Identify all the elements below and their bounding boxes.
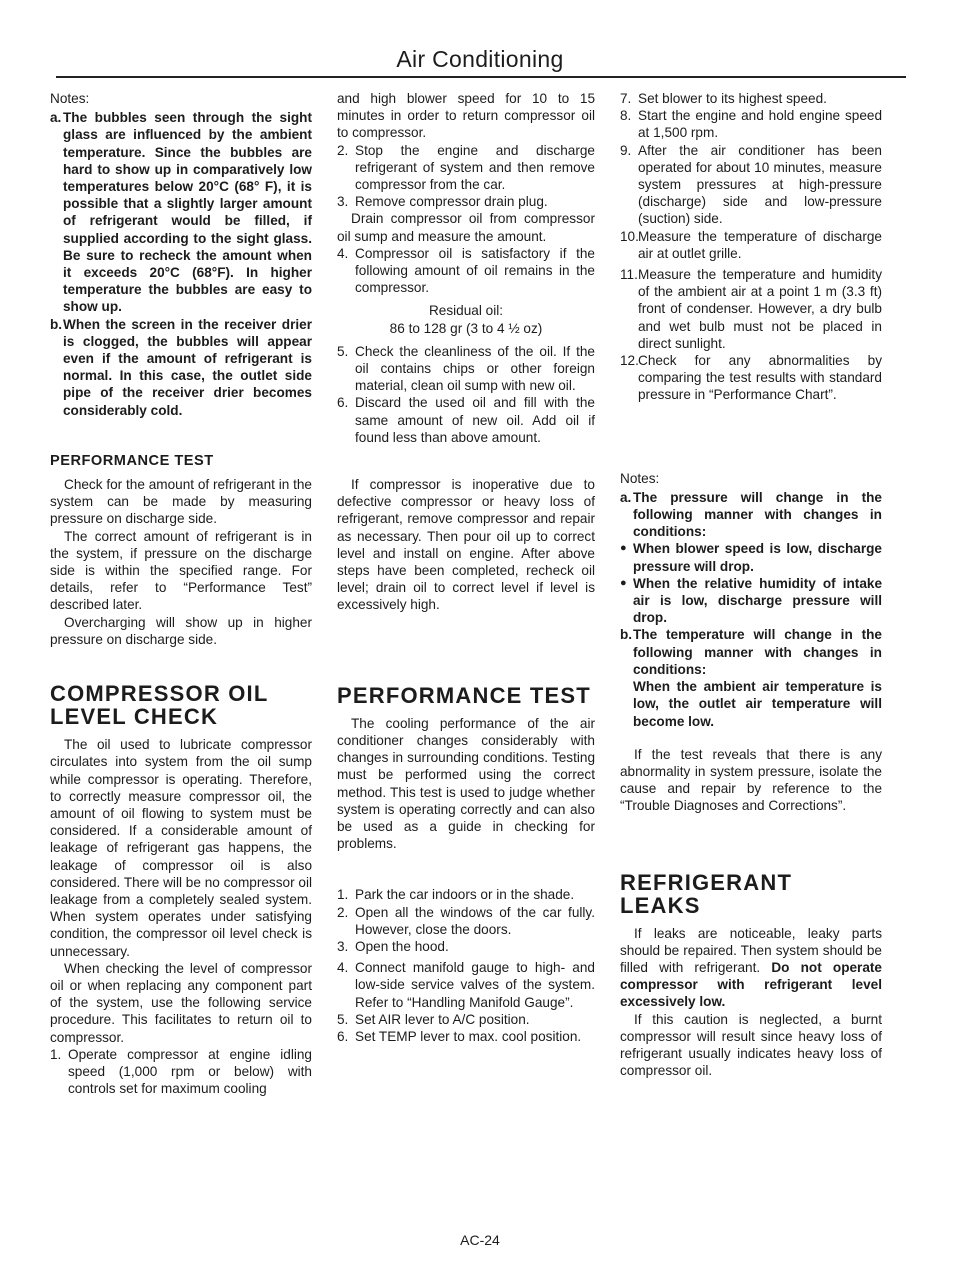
column-right bbox=[620, 90, 882, 1079]
paragraph: and high blower speed for 10 to 15 minutes in order to return compressor oil to compressor. bbox=[337, 91, 595, 141]
step-text: Discard the used oil and fill with the same amount of new oil. Add oil if found less than above amount. bbox=[355, 395, 595, 445]
step-item bbox=[337, 904, 595, 938]
step-text: Set TEMP lever to max. cool position. bbox=[355, 1028, 582, 1044]
bullet-text: When the relative humidity of intake air is low, discharge pressure will drop. bbox=[633, 575, 882, 626]
paragraph bbox=[620, 925, 882, 1011]
note-text: When the screen in the receiver drier is clogged, the bubbles will appear even if the amount of refrigerant is normal. In this case, the outlet side pipe of the receiver drier becomes considerably cold. bbox=[63, 316, 312, 418]
heading-line: COMPRESSOR OIL bbox=[50, 681, 269, 707]
step-item bbox=[337, 193, 595, 210]
paragraph: If this caution is neglected, a burnt compressor will result since heavy loss of refrigerant usually indicates heavy loss of compressor oil. bbox=[620, 1011, 882, 1079]
step-text: Start the engine and hold engine speed at 1,500 rpm. bbox=[638, 108, 882, 141]
step-text: Operate compressor at engine idling speed (1,000 rpm or below) with controls set for maximum cooling bbox=[68, 1046, 312, 1097]
step-number: 2. bbox=[337, 142, 349, 158]
page-number: AC-24 bbox=[460, 1232, 500, 1248]
step-number: 6. bbox=[337, 395, 349, 411]
note-text: The temperature will change in the following manner with changes in conditions: bbox=[633, 627, 882, 677]
paragraph: The oil used to lubricate compressor circulates into system from the oil sump while compressor is operating. Therefore, to correctly measure compressor oil, the amount of oil flowing to system must be considered. If a considerable amount of leakage of refrigerant gas happens, the leakage of compressor oil is also considered. There will be no compressor oil leakage from a completely sealed system. When system operates under satisfying condition, the compressor oil level check is unnecessary. bbox=[50, 737, 312, 959]
notes-title: Notes: bbox=[620, 470, 660, 486]
step-item bbox=[620, 266, 882, 352]
step-text: Check the cleanliness of the oil. If the oil contains chips or other foreign material, clean oil sump with new oil. bbox=[355, 343, 595, 394]
step-text: Measure the temperature of discharge air at outlet grille. bbox=[638, 228, 882, 261]
refrigerant-leaks-heading bbox=[620, 871, 882, 917]
note-a bbox=[620, 489, 882, 541]
header-rule bbox=[56, 76, 906, 78]
step-number: 4. bbox=[337, 960, 349, 976]
step-number: 6. bbox=[337, 1028, 349, 1044]
bullet-icon: ● bbox=[620, 576, 627, 589]
step-number: 4. bbox=[337, 245, 349, 261]
step-text: After the air conditioner has been operated for about 10 minutes, measure system pressures at high-pressure (discharge) side and low-pressure (suction) side. bbox=[638, 142, 882, 227]
step-number: 8. bbox=[620, 108, 632, 124]
step-text: Remove compressor drain plug. bbox=[355, 194, 548, 210]
step-number: 10. bbox=[620, 228, 639, 244]
bullet-icon: ● bbox=[620, 542, 627, 555]
bullet-text: When blower speed is low, discharge pressure will drop. bbox=[633, 541, 882, 574]
paragraph-text: If leaks are noticeable, leaky parts should be repaired. Then system should be filled with refrigerant. bbox=[620, 925, 882, 975]
step-item bbox=[337, 245, 595, 297]
step-text: Set blower to its highest speed. bbox=[638, 91, 827, 106]
step-item bbox=[337, 938, 595, 955]
note-b bbox=[620, 626, 882, 678]
warning-text: Do not operate compressor with refrigerant level excessively low. bbox=[620, 959, 882, 1010]
note-b bbox=[50, 316, 312, 419]
step-item bbox=[50, 1046, 312, 1098]
step-text: Check for any abnormalities by comparing the test results with standard pressure in “Performance Chart”. bbox=[638, 353, 882, 403]
step-number: 11. bbox=[620, 267, 638, 283]
performance-test-heading: PERFORMANCE TEST bbox=[50, 452, 214, 469]
residual-oil-value: 86 to 128 gr (3 to 4 ½ oz) bbox=[389, 320, 543, 336]
step-text: Open all the windows of the car fully. However, close the doors. bbox=[355, 904, 595, 937]
paragraph: The cooling performance of the air conditioner changes considerably with changes in surrounding conditions. Testing must be performed using the correct method. This test is used to judge whether system is operating correctly and can also be used as a guide in checking for problems. bbox=[337, 715, 595, 852]
note-text: The pressure will change in the following manner with changes in conditions: bbox=[633, 489, 882, 540]
step-number: 1. bbox=[337, 887, 349, 903]
step-number: 1. bbox=[50, 1046, 62, 1062]
step-number: 7. bbox=[620, 91, 632, 106]
paragraph: Overcharging will show up in higher pressure on discharge side. bbox=[50, 614, 312, 647]
step-number: 5. bbox=[337, 1011, 349, 1027]
column-middle bbox=[337, 90, 595, 1045]
paragraph: If compressor is inoperative due to defective compressor or heavy loss of refrigerant, remove compressor and repair as necessary. Then pour oil up to correct level and install on engine. After above steps have been completed, recheck oil level; drain oil to correct level if level is excessively high. bbox=[337, 477, 595, 613]
step-item bbox=[620, 90, 882, 107]
page-header-title: Air Conditioning bbox=[396, 46, 564, 72]
step-text: Compressor oil is satisfactory if the following amount of oil remains in the compressor. bbox=[355, 245, 595, 296]
note-label: a. bbox=[620, 489, 632, 505]
notes-title: Notes: bbox=[50, 91, 90, 106]
step-item bbox=[337, 886, 595, 903]
note-label: b. bbox=[50, 316, 63, 332]
step-item bbox=[337, 959, 595, 1011]
heading-line: LEAKS bbox=[620, 892, 701, 918]
compressor-oil-heading bbox=[50, 682, 312, 728]
paragraph: Drain compressor oil from compressor oil sump and measure the amount. bbox=[337, 211, 595, 244]
step-text: Set AIR lever to A/C position. bbox=[355, 1011, 530, 1027]
bullet-item bbox=[620, 575, 882, 627]
step-text: Measure the temperature and humidity of the ambient air at a point 1 m (3.3 ft) front of condenser. However, a dry bulb and wet bulb must not be placed in direct sunlight. bbox=[638, 267, 882, 351]
performance-test-heading: PERFORMANCE TEST bbox=[337, 682, 591, 708]
step-item bbox=[337, 1028, 595, 1045]
step-number: 9. bbox=[620, 142, 632, 158]
note-b-continued bbox=[620, 678, 882, 730]
step-text: Connect manifold gauge to high- and low-side service valves of the system. Refer to “Handling Manifold Gauge”. bbox=[355, 960, 595, 1010]
note-text: When the ambient air temperature is low, the outlet air temperature will become low. bbox=[633, 679, 882, 729]
bullet-item bbox=[620, 540, 882, 574]
step-item bbox=[337, 394, 595, 446]
heading-line: LEVEL CHECK bbox=[50, 704, 219, 730]
step-number: 12. bbox=[620, 353, 639, 369]
step-text: Open the hood. bbox=[355, 938, 449, 954]
note-text: The bubbles seen through the sight glass are influenced by the ambient temperature. Since the bubbles are hard to show up in comparatively low temperatures below 20°C (68° F), it is possible that a slightly larger amount of refrigerant would be filled, if supplied according to the sight glass. Be sure to recheck the amount when it exceeds 20°C (68°F). In higher temperature the bubbles are easy to show up. bbox=[63, 110, 312, 315]
step-number: 5. bbox=[337, 343, 349, 359]
step-item bbox=[620, 228, 882, 262]
step-item bbox=[620, 107, 882, 141]
step-item bbox=[620, 352, 882, 404]
step-item bbox=[337, 343, 595, 395]
residual-oil-label: Residual oil: bbox=[428, 303, 504, 319]
step-number: 3. bbox=[337, 938, 349, 954]
paragraph: If the test reveals that there is any abnormality in system pressure, isolate the cause and repair by reference to the “Trouble Diagnoses and Corrections”. bbox=[620, 746, 882, 814]
paragraph: The correct amount of refrigerant is in the system, if pressure on the discharge side is within the specified range. For details, refer to “Performance Test” described later. bbox=[50, 528, 312, 613]
paragraph: When checking the level of compressor oil or when replacing any component part of the system, use the following service procedure. This facilitates to return oil to compressor. bbox=[50, 960, 312, 1045]
step-number: 3. bbox=[337, 194, 349, 210]
paragraph: Check for the amount of refrigerant in the system can be made by measuring pressure on discharge side. bbox=[50, 477, 312, 527]
note-label-spacer bbox=[620, 678, 633, 730]
step-text: Park the car indoors or in the shade. bbox=[355, 887, 575, 903]
note-a bbox=[50, 109, 312, 315]
step-item bbox=[337, 1011, 595, 1028]
note-label: b. bbox=[620, 627, 633, 643]
step-number: 2. bbox=[337, 904, 349, 920]
column-left bbox=[50, 90, 312, 1097]
step-text: Stop the engine and discharge refrigerant of system and then remove compressor from the car. bbox=[355, 142, 595, 193]
heading-line: REFRIGERANT bbox=[620, 869, 793, 895]
step-item bbox=[337, 142, 595, 194]
note-label: a. bbox=[50, 110, 62, 126]
step-item bbox=[620, 142, 882, 228]
